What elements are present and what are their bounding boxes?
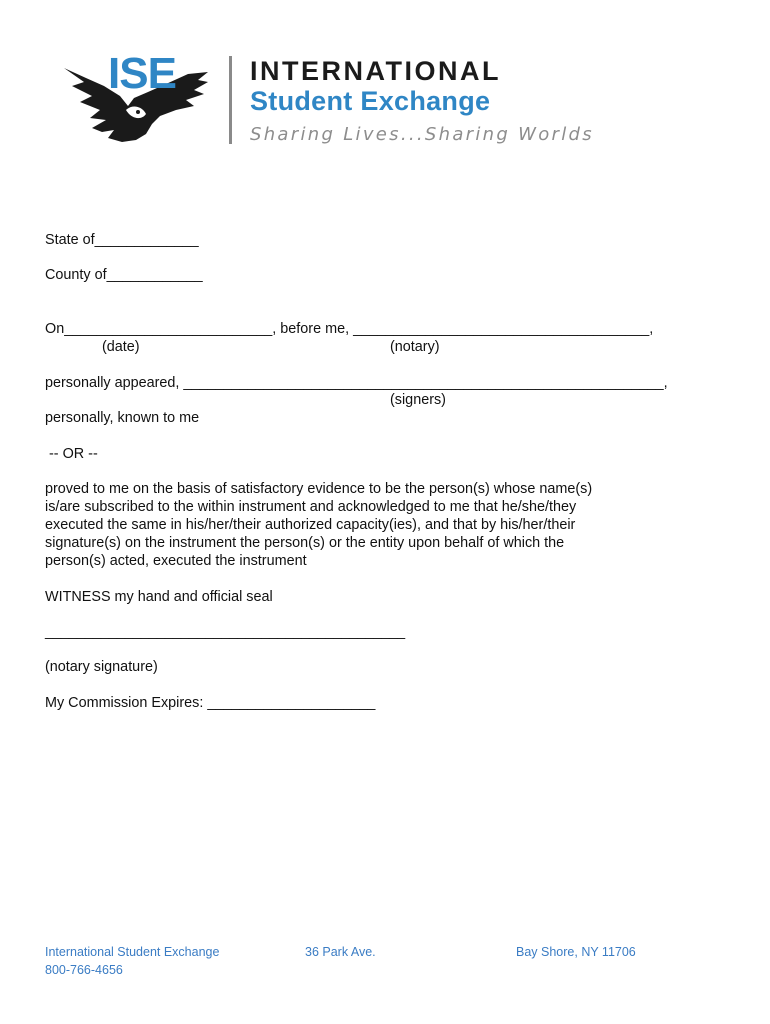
notary-caption: (notary)	[390, 339, 440, 355]
signers-caption: (signers)	[390, 392, 446, 408]
signature-line: _____________________________________________	[45, 624, 406, 640]
date-caption: (date)	[102, 339, 140, 355]
logo-ise-text: ISE	[108, 49, 176, 98]
state-field: State of_____________	[45, 232, 199, 248]
footer-phone: 800-766-4656	[45, 963, 123, 977]
logo-divider	[229, 56, 232, 144]
or-divider-text: -- OR --	[45, 446, 98, 462]
proved-line: proved to me on the basis of satisfactory evidence to be the person(s) whose name(s)	[45, 481, 593, 497]
appeared-line: personally appeared, ____________________________________________________________,	[45, 375, 668, 391]
commission-expires-field: My Commission Expires: _____________________	[45, 695, 376, 711]
proved-line: is/are subscribed to the within instrument and acknowledged to me that he/she/they	[45, 499, 577, 515]
logo-title-student-exchange: Student Exchange	[250, 86, 491, 116]
date-notary-line: On__________________________, before me, _____________________________________,	[45, 321, 654, 337]
footer-org-name: International Student Exchange	[45, 945, 220, 959]
notary-signature-caption: (notary signature)	[45, 659, 158, 675]
proved-line: executed the same in his/her/their authorized capacity(ies), and that by his/her/their	[45, 517, 576, 533]
logo-tagline: Sharing Lives...Sharing Worlds	[250, 124, 594, 145]
footer-street: 36 Park Ave.	[305, 945, 376, 959]
witness-text: WITNESS my hand and official seal	[45, 589, 273, 605]
proved-line: signature(s) on the instrument the person(s) or the entity upon behalf of which the	[45, 535, 565, 551]
proved-line: person(s) acted, executed the instrument	[45, 553, 307, 569]
logo-title-international: INTERNATIONAL	[250, 56, 501, 86]
county-field: County of____________	[45, 267, 203, 283]
known-to-me-text: personally, known to me	[45, 410, 200, 426]
footer-city: Bay Shore, NY 11706	[516, 945, 636, 959]
